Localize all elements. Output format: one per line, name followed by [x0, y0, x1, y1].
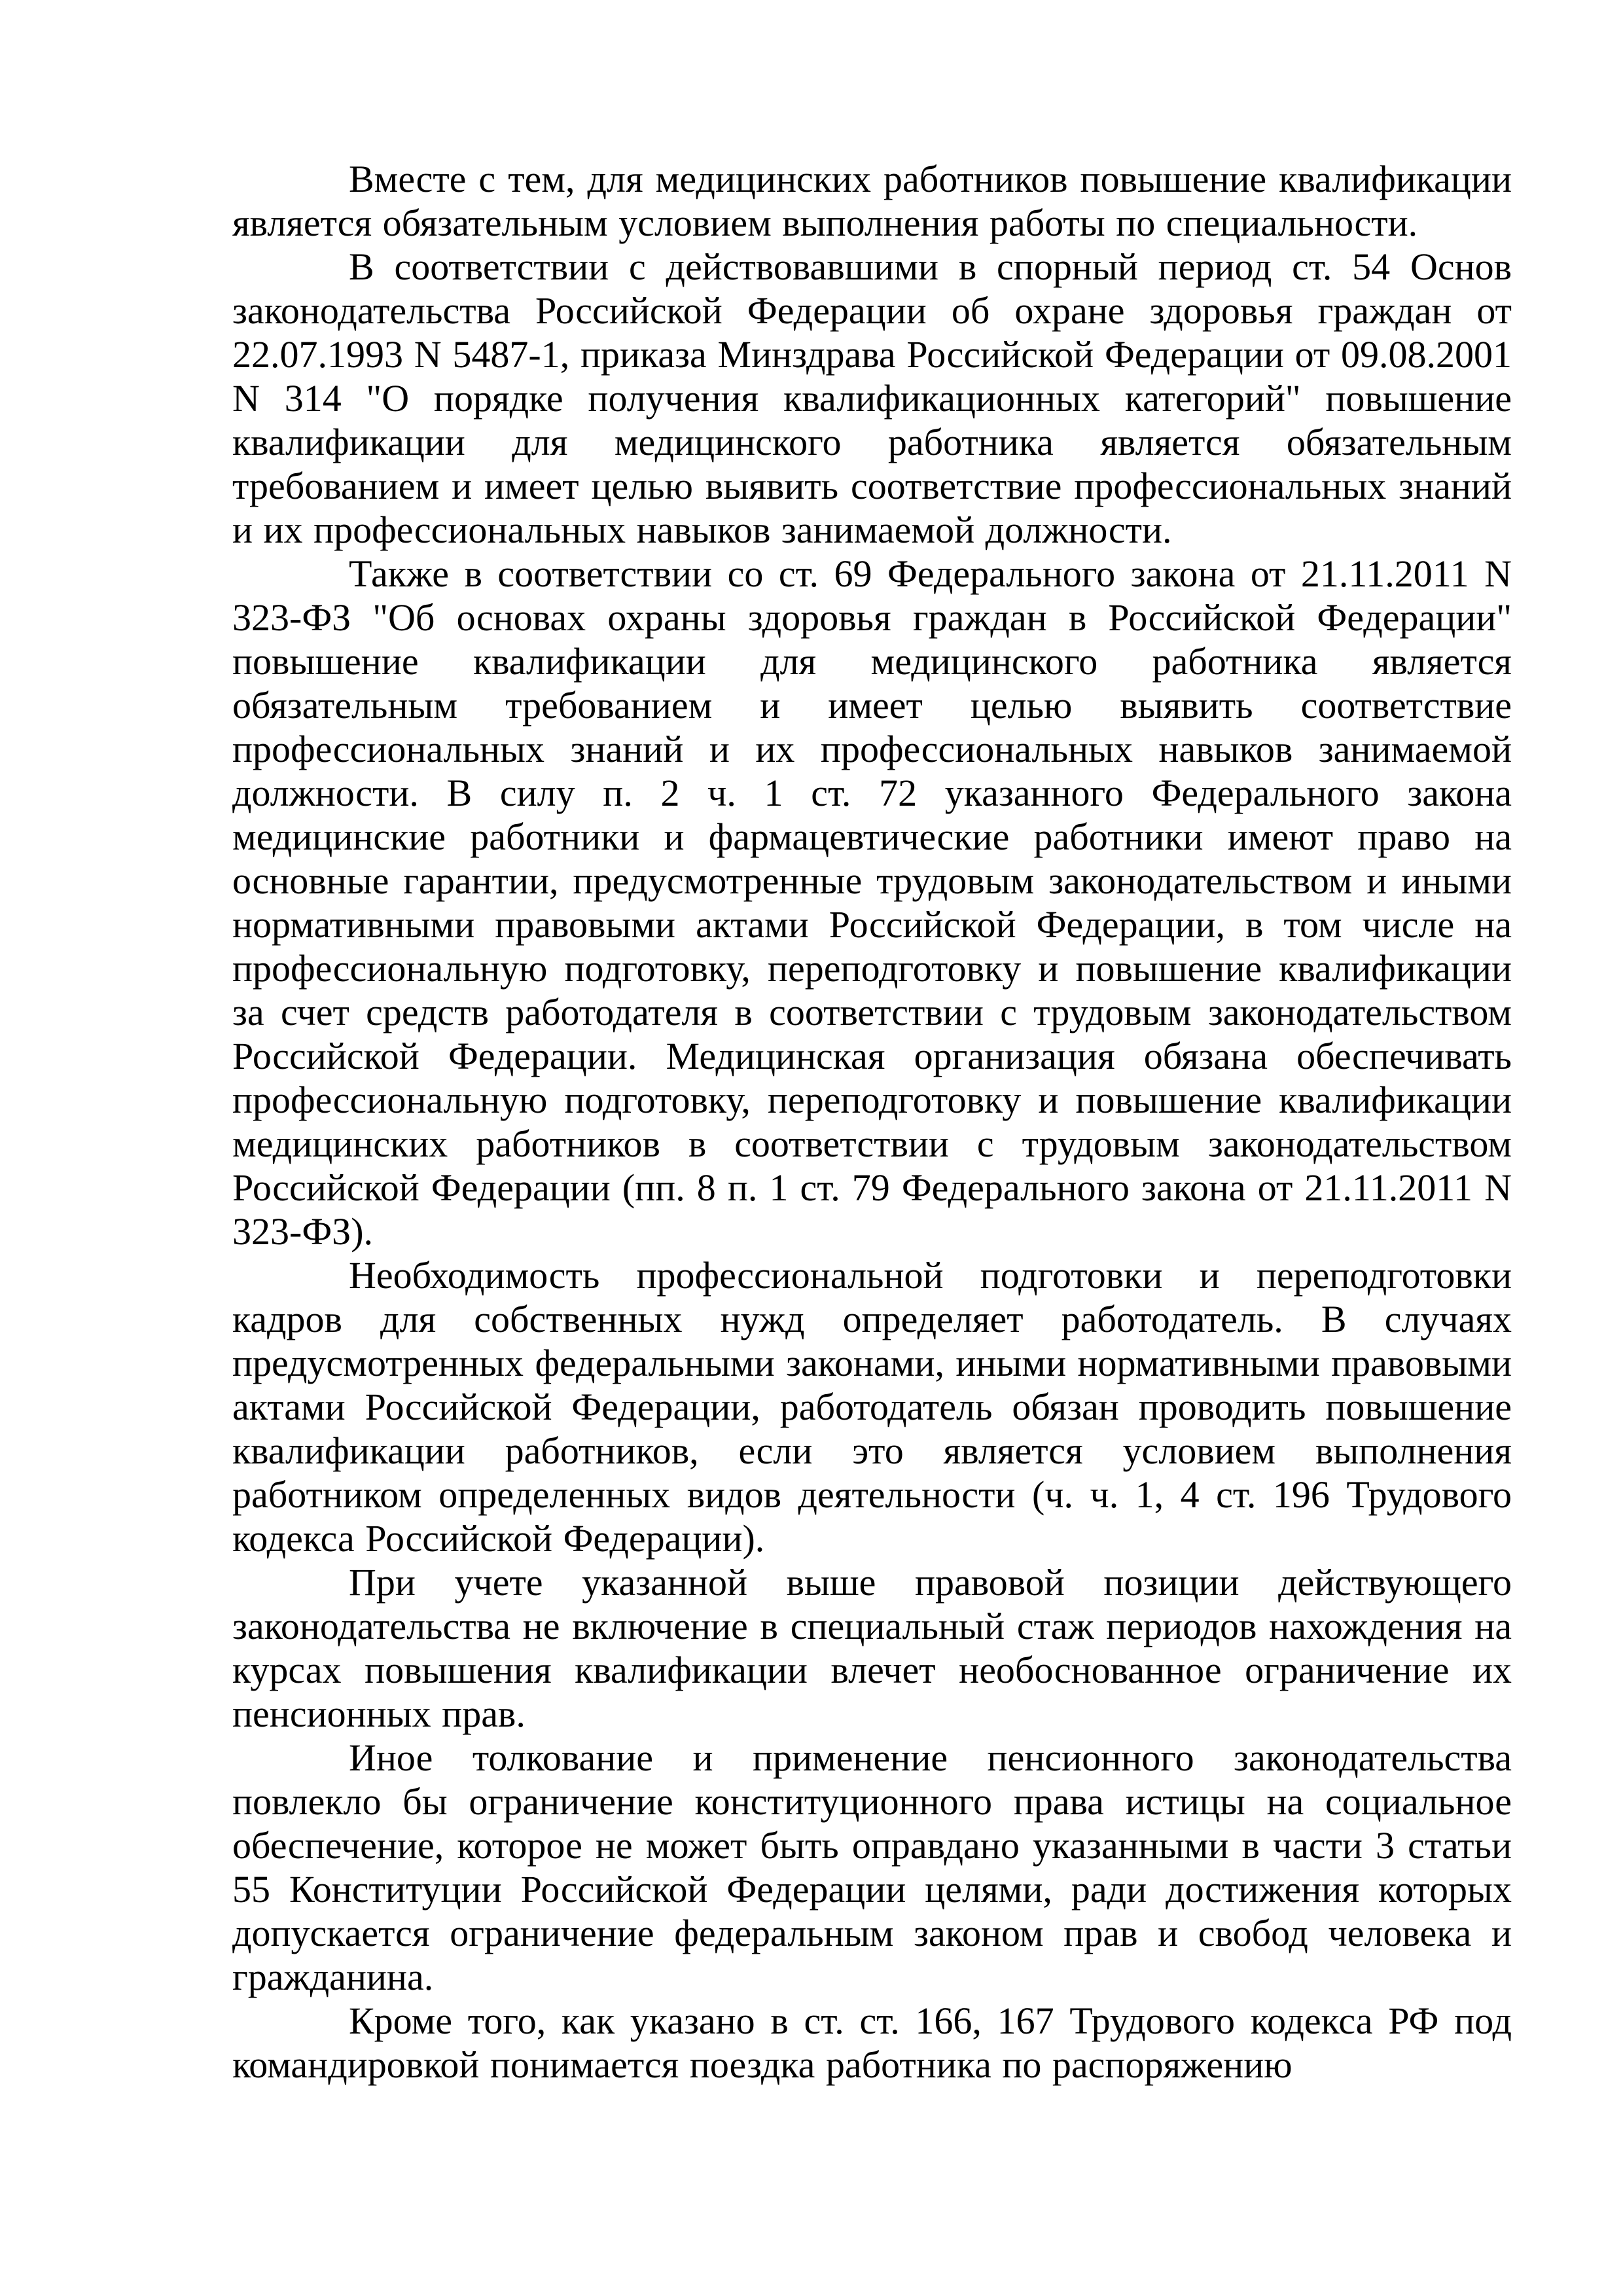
paragraph-3: Также в соответствии со ст. 69 Федерального закона от 21.11.2011 N 323-ФЗ "Об основах охраны здоровья граждан в Российской Федерации" повышение квалификации для медицинского работника является обязательным требованием и имеет целью выявить соответствие профессиональных знаний и их профессиональных навыков занимаемой должности. В силу п. 2 ч. 1 ст. 72 указанного Федерального закона медицинские работники и фармацевтические работники имеют право на основные гарантии, предусмотренные трудовым законодательством и иными нормативными правовыми актами Российской Федерации, в том числе на профессиональную подготовку, переподготовку и повышение квалификации за счет средств работодателя в соответствии с трудовым законодательством Российской Федерации. Медицинская организация обязана обеспечивать профессиональную подготовку, переподготовку и повышение квалификации медицинских работников в соответствии с трудовым законодательством Российской Федерации (пп. 8 п. 1 ст. 79 Федерального закона от 21.11.2011 N 323-ФЗ).	[232, 552, 1512, 1253]
paragraph-1: Вместе с тем, для медицинских работников повышение квалификации является обязательным условием выполнения работы по специальности.	[232, 158, 1512, 244]
paragraph-5: При учете указанной выше правовой позиции действующего законодательства не включение в специальный стаж периодов нахождения на курсах повышения квалификации влечет необоснованное ограничение их пенсионных прав.	[232, 1561, 1512, 1735]
paragraph-6: Иное толкование и применение пенсионного законодательства повлекло бы ограничение конституционного права истицы на социальное обеспечение, которое не может быть оправдано указанными в части 3 статьи 55 Конституции Российской Федерации целями, ради достижения которых допускается ограничение федеральным законом прав и свобод человека и гражданина.	[232, 1736, 1512, 1998]
paragraph-4: Необходимость профессиональной подготовки и переподготовки кадров для собственных нужд определяет работодатель. В случаях предусмотренных федеральными законами, иными нормативными правовыми актами Российской Федерации, работодатель обязан проводить повышение квалификации работников, если это является условием выполнения работником определенных видов деятельности (ч. ч. 1, 4 ст. 196 Трудового кодекса Российской Федерации).	[232, 1254, 1512, 1560]
paragraph-2: В соответствии с действовавшими в спорный период ст. 54 Основ законодательства Российской Федерации об охране здоровья граждан от 22.07.1993 N 5487-1, приказа Минздрава Российской Федерации от 09.08.2001 N 314 "О порядке получения квалификационных категорий" повышение квалификации для медицинского работника является обязательным требованием и имеет целью выявить соответствие профессиональных знаний и их профессиональных навыков занимаемой должности.	[232, 245, 1512, 551]
document-body	[232, 157, 1512, 2087]
paragraph-7: Кроме того, как указано в ст. ст. 166, 167 Трудового кодекса РФ под командировкой понимается поездка работника по распоряжению	[232, 2000, 1512, 2086]
